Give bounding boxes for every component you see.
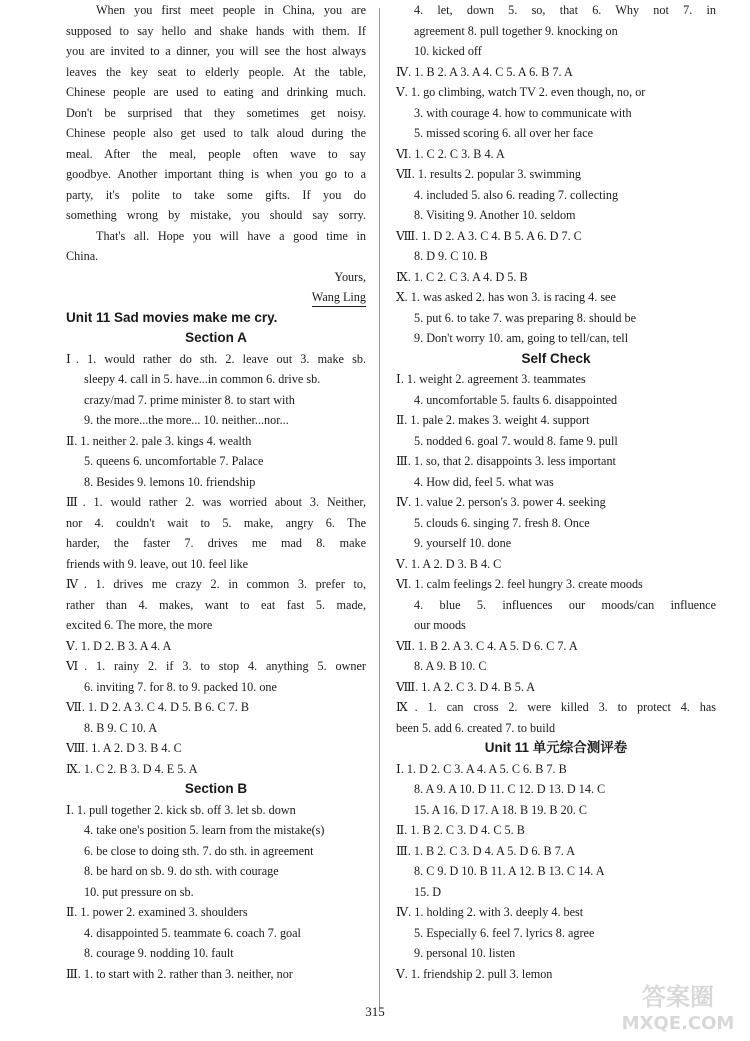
text-line: Yours,: [334, 269, 366, 284]
text-line: Ⅴ. 1. go climbing, watch TV 2. even though, no, or: [396, 85, 646, 99]
text-line: 15. D: [414, 884, 442, 899]
text-line: Chinese people are used to eating and drinking much.: [66, 85, 366, 99]
text-line: leaves the key seat to elderly people. At the table,: [66, 64, 366, 79]
text-line: China.: [66, 249, 99, 263]
text-line: party, it's polite to take some gifts. If you do: [66, 187, 366, 202]
text-line: 8. courage 9. nodding 10. fault: [84, 946, 234, 960]
text-line: Ⅸ. 1. C 2. B 3. D 4. E 5. A: [66, 761, 198, 776]
text-line: sleepy 4. call in 5. have...in common 6. drive sb.: [84, 372, 321, 386]
watermark-url: MXQE.COM: [621, 1013, 735, 1034]
watermark-logo: [612, 977, 744, 1035]
text-line: 4. let, down 5. so, that 6. Why not 7. in: [414, 3, 716, 17]
text-line: When you first meet people in China, you are: [96, 3, 366, 17]
text-line: Chinese people also get used to talk aloud during the: [66, 126, 366, 140]
text-line: Ⅶ. 1. D 2. A 3. C 4. D 5. B 6. C 7. B: [66, 700, 249, 714]
text-line: agreement 8. pull together 9. knocking on: [414, 23, 618, 38]
text-line: Ⅳ. 1. drives me crazy 2. in common 3. prefer to,: [66, 577, 366, 591]
page-number: 315: [365, 1004, 385, 1019]
text-line: something wrong by mistake, you should say sorry.: [66, 208, 366, 222]
text-line: 8. Visiting 9. Another 10. seldom: [414, 208, 576, 222]
text-line: 4. take one's position 5. learn from the mistake(s): [84, 823, 325, 837]
text-line: 5. put 6. to take 7. was preparing 8. should be: [414, 310, 637, 325]
text-line: Ⅶ. 1. results 2. popular 3. swimming: [396, 167, 581, 181]
text-line: Ⅴ. 1. D 2. B 3. A 4. A: [66, 638, 172, 653]
text-line: 9. personal 10. listen: [414, 946, 516, 960]
text-line: Ⅱ. 1. neither 2. pale 3. kings 4. wealth: [66, 433, 252, 448]
text-line: 5. queens 6. uncomfortable 7. Palace: [84, 454, 264, 468]
text-line: crazy/mad 7. prime minister 8. to start with: [84, 392, 295, 407]
text-line: Ⅳ. 1. B 2. A 3. A 4. C 5. A 6. B 7. A: [396, 64, 573, 79]
text-line: [66, 287, 366, 308]
text-line: our moods: [414, 618, 466, 632]
text-line: you are invited to a dinner, you will see the host always: [66, 44, 366, 58]
text-line: Ⅸ. 1. C 2. C 3. A 4. D 5. B: [396, 269, 528, 284]
text-line: Ⅳ. 1. holding 2. with 3. deeply 4. best: [396, 905, 584, 919]
text-line: goodbye. Another important thing is when you go to a: [66, 167, 366, 181]
signature-name: Wang Ling: [312, 289, 366, 307]
column-divider: [379, 8, 380, 1008]
text-line: Ⅵ. 1. rainy 2. if 3. to stop 4. anything 5. owner: [66, 659, 366, 673]
text-line: Ⅷ. 1. D 2. A 3. C 4. B 5. A 6. D 7. C: [396, 228, 582, 243]
text-line: 8. B 9. C 10. A: [84, 720, 158, 735]
text-line: 8. C 9. D 10. B 11. A 12. B 13. C 14. A: [414, 864, 605, 878]
text-line: friends with 9. leave, out 10. feel like: [66, 556, 249, 571]
text-line: Ⅳ. 1. value 2. person's 3. power 4. seeking: [396, 495, 606, 509]
text-line: 9. the more...the more... 10. neither...nor...: [84, 413, 289, 427]
text-line: Ⅵ. 1. calm feelings 2. feel hungry 3. create moods: [396, 577, 643, 591]
text-line: Ⅰ. 1. pull together 2. kick sb. off 3. let sb. down: [66, 802, 296, 817]
section-heading: Section B: [184, 781, 248, 796]
text-line: 9. Don't worry 10. am, going to tell/can, tell: [414, 331, 629, 345]
text-line: 10. kicked off: [414, 44, 482, 58]
text-line: Ⅷ. 1. A 2. D 3. B 4. C: [66, 741, 182, 755]
text-line: 4. uncomfortable 5. faults 6. disappointed: [414, 392, 618, 407]
section-heading: Self Check: [521, 350, 591, 366]
text-line: been 5. add 6. created 7. to build: [396, 720, 556, 735]
text-line: Ⅴ. 1. friendship 2. pull 3. lemon: [396, 966, 553, 981]
text-line: 8. D 9. C 10. B: [414, 249, 488, 263]
text-line: 5. Especially 6. feel 7. lyrics 8. agree: [414, 925, 595, 940]
text-line: excited 6. The more, the more: [66, 618, 213, 632]
text-line: harder, the faster 7. drives me mad 8. make: [66, 536, 366, 550]
text-line: Ⅹ. 1. was asked 2. has won 3. is racing 4. see: [396, 290, 616, 304]
text-line: meal. After the meal, people often wave to say: [66, 146, 366, 161]
right-column: [396, 0, 716, 984]
text-line: Ⅱ. 1. pale 2. makes 3. weight 4. support: [396, 413, 590, 427]
text-line: Ⅶ. 1. B 2. A 3. C 4. A 5. D 6. C 7. A: [396, 638, 578, 653]
text-line: 4. included 5. also 6. reading 7. collecting: [414, 187, 619, 202]
text-line: rather than 4. makes, want to eat fast 5. made,: [66, 597, 366, 612]
text-line: Ⅴ. 1. A 2. D 3. B 4. C: [396, 556, 502, 571]
text-line: 8. be hard on sb. 9. do sth. with courage: [84, 864, 279, 878]
text-line: 5. nodded 6. goal 7. would 8. fame 9. pull: [414, 433, 618, 448]
text-line: 4. blue 5. influences our moods/can influence: [414, 597, 716, 612]
text-line: 8. Besides 9. lemons 10. friendship: [84, 474, 256, 489]
section-heading: Section A: [185, 330, 247, 345]
text-line: Ⅲ. 1. would rather 2. was worried about 3. Neither,: [66, 495, 366, 509]
left-column: [66, 0, 366, 984]
text-line: Ⅱ. 1. B 2. C 3. D 4. C 5. B: [396, 823, 525, 837]
text-line: 6. be close to doing sth. 7. do sth. in agreement: [84, 843, 314, 858]
text-line: Ⅱ. 1. power 2. examined 3. shoulders: [66, 905, 248, 919]
text-line: 9. yourself 10. done: [414, 536, 512, 550]
text-line: Ⅰ. 1. weight 2. agreement 3. teammates: [396, 372, 586, 386]
text-line: 8. A 9. A 10. D 11. C 12. D 13. D 14. C: [414, 782, 606, 796]
text-line: Ⅸ. 1. can cross 2. were killed 3. to protect 4. has: [396, 700, 716, 714]
text-line: Ⅲ. 1. to start with 2. rather than 3. neither, nor: [66, 966, 293, 981]
text-line: 5. clouds 6. singing 7. fresh 8. Once: [414, 515, 590, 530]
text-line: Ⅵ. 1. C 2. C 3. B 4. A: [396, 146, 505, 161]
text-line: 4. How did, feel 5. what was: [414, 474, 554, 489]
text-line: Ⅲ. 1. B 2. C 3. D 4. A 5. D 6. B 7. A: [396, 843, 576, 858]
text-line: supposed to say hello and shake hands with them. If: [66, 23, 366, 38]
text-line: Ⅰ. 1. would rather do sth. 2. leave out 3. make sb.: [66, 351, 366, 366]
text-line: That's all. Hope you will have a good time in: [96, 228, 366, 243]
watermark-text: 答案圈: [642, 983, 714, 1011]
text-line: 8. A 9. B 10. C: [414, 659, 487, 673]
text-line: 15. A 16. D 17. A 18. B 19. B 20. C: [414, 802, 588, 817]
text-line: nor 4. couldn't wait to 5. make, angry 6. The: [66, 515, 366, 530]
text-line: 4. disappointed 5. teammate 6. coach 7. goal: [84, 925, 301, 940]
text-line: Ⅲ. 1. so, that 2. disappoints 3. less important: [396, 454, 616, 468]
text-line: Ⅰ. 1. D 2. C 3. A 4. A 5. C 6. B 7. B: [396, 761, 567, 776]
text-line: Ⅷ. 1. A 2. C 3. D 4. B 5. A: [396, 679, 536, 694]
text-line: Don't be surprised that they sometimes get noisy.: [66, 105, 366, 120]
section-heading: Unit 11 Sad movies make me cry.: [66, 309, 278, 325]
text-line: 3. with courage 4. how to communicate with: [414, 105, 632, 120]
section-heading: Unit 11 单元综合测评卷: [484, 740, 628, 755]
text-line: 6. inviting 7. for 8. to 9. packed 10. one: [84, 679, 277, 694]
text-line: 10. put pressure on sb.: [84, 884, 194, 899]
text-line: 5. missed scoring 6. all over her face: [414, 126, 594, 140]
